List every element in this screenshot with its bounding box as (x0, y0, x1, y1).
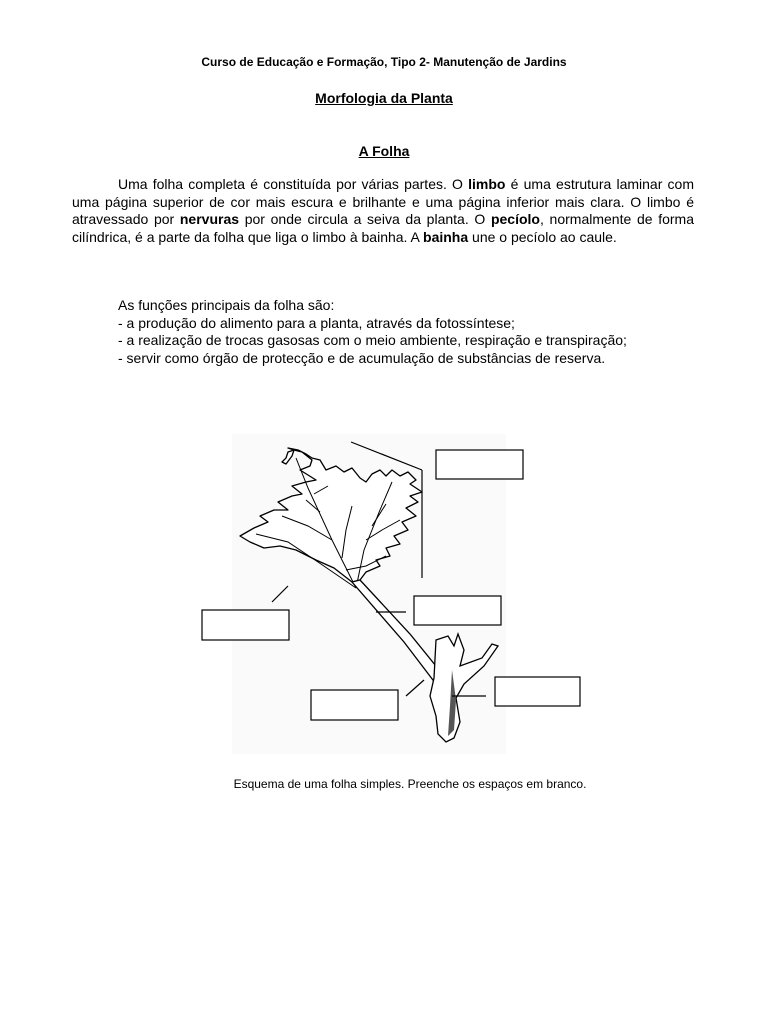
leaf-diagram (196, 430, 592, 762)
label-box-blank[interactable] (311, 690, 398, 720)
intro-text: , normalmente de forma cilíndrica, é a parte da folha que liga o limbo à bainha. A (72, 211, 694, 245)
intro-text: Uma folha completa é constituída por várias partes. O (118, 176, 469, 192)
intro-text: une o pecíolo ao caule. (468, 228, 617, 245)
term-nervuras: nervuras (179, 211, 240, 228)
course-title: Curso de Educação e Formação, Tipo 2- Manutenção de Jardins (201, 55, 567, 69)
function-item: - a realização de trocas gasosas com o meio ambiente, respiração e transpiração; (118, 332, 627, 349)
page-title: Morfologia da Planta (315, 90, 453, 106)
term-peciolo: pecíolo (490, 211, 540, 228)
label-box-blank[interactable] (414, 596, 501, 625)
term-limbo: limbo (468, 176, 506, 192)
term-bainha: bainha (423, 228, 469, 245)
intro-text: é uma estrutura laminar com uma página superior de cor mais escura e brilhante e uma página inferior mais clara. O limbo é atravessado por (72, 176, 694, 228)
intro-paragraph (72, 176, 694, 246)
function-item: - a produção do alimento para a planta, através da fotossíntese; (118, 314, 515, 331)
label-box-blank[interactable] (495, 677, 580, 706)
functions-list (118, 297, 738, 367)
functions-heading: As funções principais da folha são: (118, 297, 335, 313)
intro-text: por onde circula a seiva da planta. O (239, 211, 491, 228)
section-title: A Folha (358, 143, 410, 159)
label-box-blank[interactable] (202, 610, 289, 640)
label-box-blank[interactable] (436, 450, 523, 479)
figure-caption: Esquema de uma folha simples. Preenche os espaços em branco. (233, 777, 587, 791)
function-item: - servir como órgão de protecção e de acumulação de substâncias de reserva. (118, 349, 606, 366)
